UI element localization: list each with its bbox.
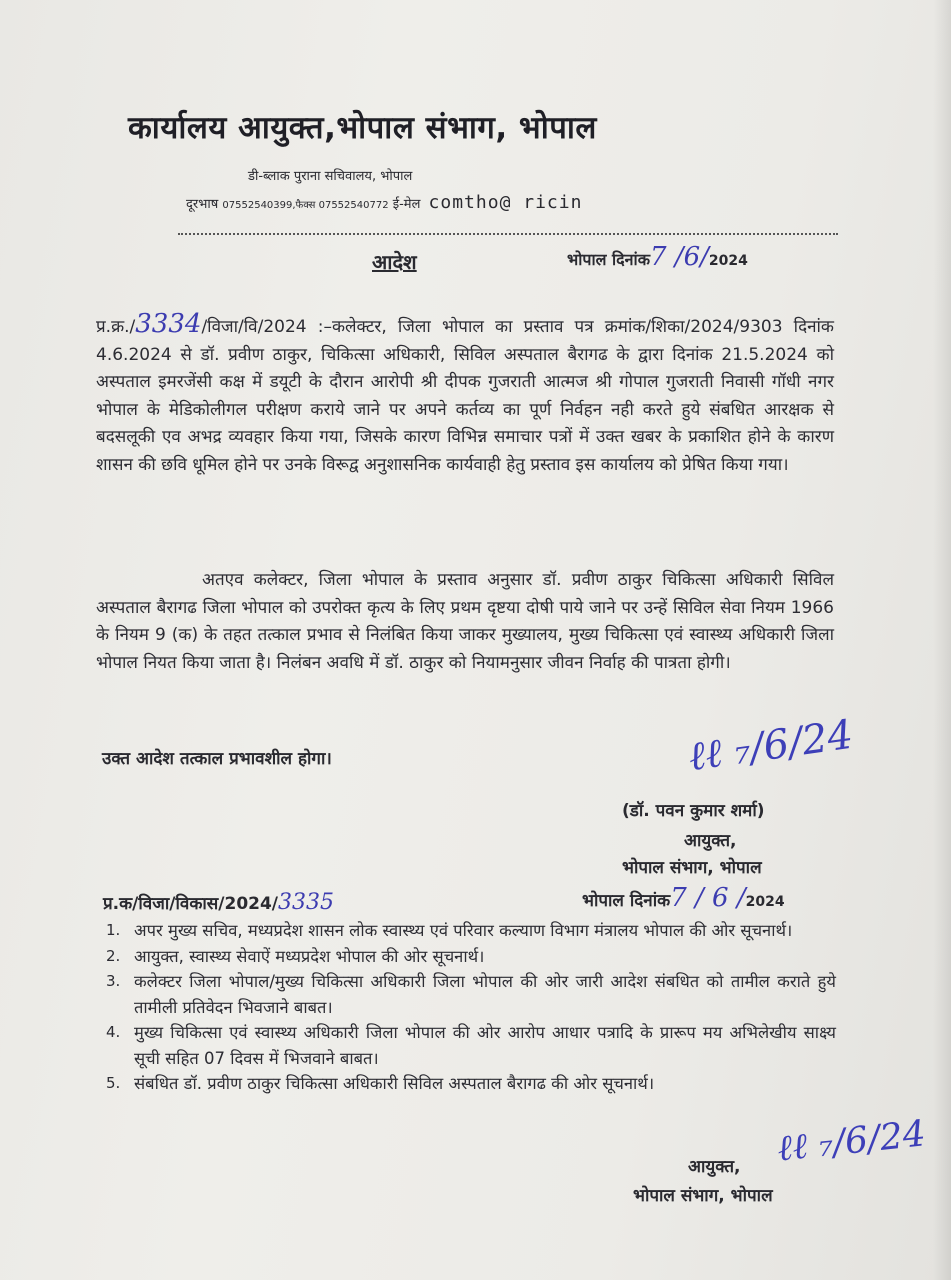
endorsement-date [582,883,785,913]
order-date [567,242,748,272]
email-value: comtho@ ricin [428,192,583,213]
list-item-text: आयुक्त, स्वास्थ्य सेवाऐं मध्यप्रदेश भोपाल की ओर सूचनार्थ। [134,946,485,966]
effect-statement: उक्त आदेश तत्काल प्रभावशील होगा। [102,749,332,769]
date-year: 2024 [708,253,748,269]
office-address: डी-ब्लाक पुराना सचिवालय, भोपाल [248,169,413,184]
paragraph-1-text: /विजा/वि/2024 :–कलेक्टर, जिला भोपाल का प्रस्ताव पत्र क्रमांक/शिका/2024/9303 दिनांक 4.6.2024 से डॉ. प्रवीण ठाकुर, चिकित्सा अधिकारी, सिविल अस्पताल बैरागढ के द्वारा दिनांक 21.5.2024 को अस्पताल इमरजेंसी कक्ष में डयूटी के दौरान आरोपी श्री दीपक गुजराती आत्मज श्री गोपाल गुजराती निवासी गॉधी नगर भोपाल के मेडिकोलीगल परीक्षण कराये जाने पर अपने कर्तव्य का पूर्ण निर्वहन नही करते हुये संबधित आरक्षक से बदसलूकी एव अभद्र व्यवहार किया गया, जिसके कारण विभिन्न समाचार पत्रों में उक्त खबर के प्रकाशित होने के कारण शासन की छवि धूमिल होने पर उनके विरूद्व अनुशासनिक कार्यवाही हेतु प्रस्ताव इस कार्यालय को प्रेषित किया गया। [96,317,834,475]
endorsement-ref [103,890,334,915]
endorsement-sign-office: भोपाल संभाग, भोपाल [633,1186,773,1206]
ref-prefix: प्र.क्र./ [96,317,136,337]
endorsement-date-year: 2024 [745,894,785,910]
signature-2: ℓℓ ₇/6/24 [775,1113,928,1170]
page-edge-shadow [933,0,951,1280]
phone-label: दूरभाष [186,197,219,212]
list-item [100,969,836,1020]
endorsement-ref-printed: प्र.क/विजा/विकास/2024/ [103,894,279,914]
order-heading: आदेश [372,250,417,274]
handwritten-ref-number: 3334 [135,309,202,339]
handwritten-date: 7 /6/ [650,242,709,272]
order-paragraph-1 [96,311,834,479]
list-item [100,1020,836,1071]
list-item-text: मुख्य चिकित्सा एवं स्वास्थ्य अधिकारी जिला भोपाल की ओर आरोप आधार पत्रादि के प्रारूप मय अभिलेखीय साक्ष्य सूची सहित 07 दिवस में भिजवाने बाबत। [134,1023,836,1068]
list-item [100,944,836,970]
list-item-number: 4. [106,1023,121,1041]
list-item [100,1071,836,1097]
list-item-text: कलेक्टर जिला भोपाल/मुख्य चिकित्सा अधिकारी जिला भोपाल की ओर जारी आदेश संबधित को तामील कराते हुये तामीली प्रतिवेदन भिवजाने बाबत। [134,972,836,1017]
list-item-text: संबधित डॉ. प्रवीण ठाकुर चिकित्सा अधिकारी सिविल अस्पताल बैरागढ की ओर सूचनार्थ। [134,1074,655,1093]
order-paragraph-2: अतएव कलेक्टर, जिला भोपाल के प्रस्ताव अनुसार डॉ. प्रवीण ठाकुर चिकित्सा अधिकारी सिविल अस्पताल बैरागढ जिला भोपाल को उपरोक्त कृत्य के लिए प्रथम दृष्टया दोषी पाये जाने पर उन्हें सिविल सेवा नियम 1966 के नियम 9 (क) के तहत तत्काल प्रभाव से निलंबित किया जाकर मुख्यालय, मुख्य चिकित्सा एवं स्वास्थ्य अधिकारी जिला भोपाल नियत किया जाता है। निलंबन अवधि में डॉ. ठाकुर को नियामनुसार जीवन निर्वाह की पात्रता होगी। [96,570,834,673]
signatory-name: (डॉ. पवन कुमार शर्मा) [622,801,765,821]
list-item-number: 3. [106,972,121,990]
list-item-number: 2. [106,946,121,965]
signatory-office: भोपाल संभाग, भोपाल [622,858,762,878]
list-item-text: अपर मुख्य सचिव, मध्यप्रदेश शासन लोक स्वास्थ्य एवं परिवार कल्याण विभाग मंत्रालय भोपाल की ओर सूचनार्थ। [134,921,793,940]
endorsement-date-label: भोपाल दिनांक [582,891,671,911]
contact-line [186,192,582,213]
signature-1: ℓℓ ₇/6/24 [685,711,856,781]
email-label: ई-मेल [392,197,421,212]
office-title: कार्यालय आयुक्त,भोपाल संभाग, भोपाल [128,110,597,146]
endorsement-ref-number: 3335 [278,890,335,915]
endorsement-sign-designation: आयुक्त, [688,1157,741,1177]
endorsement-list [100,918,836,1097]
list-item-number: 1. [106,921,121,939]
signatory-designation: आयुक्त, [684,831,737,851]
list-item [100,918,836,944]
date-label: भोपाल दिनांक [567,250,650,269]
header-divider [178,233,838,235]
endorsement-handwritten-date: 7 / 6 / [670,883,746,913]
phone-numbers: 07552540399,फैक्स 07552540772 [222,200,389,211]
list-item-number: 5. [106,1074,121,1092]
